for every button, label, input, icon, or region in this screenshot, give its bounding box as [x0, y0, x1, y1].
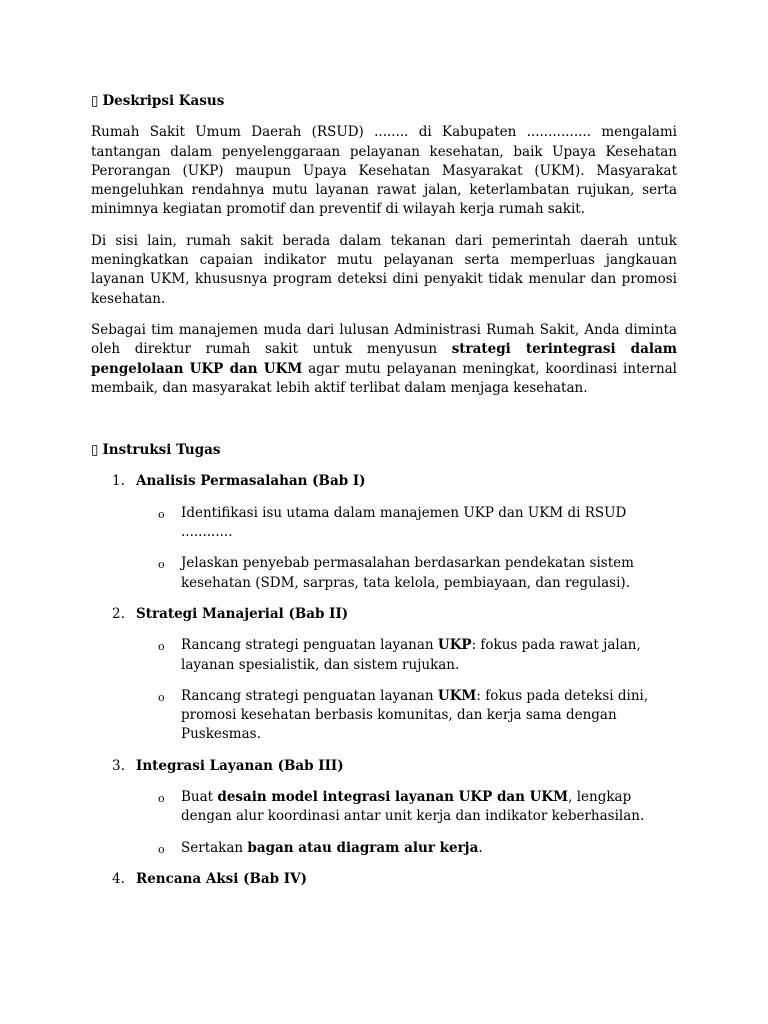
paragraph-3-text-b: agar mutu pelayanan meningkat, koordinasi internal membaik, dan masyarakat lebih aktif terlibat dalam menjaga kesehatan. — [91, 360, 678, 396]
subtask-text-a: Rancang strategi penguatan layanan — [181, 637, 438, 654]
subtask-bold: bagan atau diagram alur kerja — [247, 839, 479, 856]
task-number: 1. — [112, 473, 125, 490]
subtask-bold: UKP — [437, 637, 472, 654]
paragraph-3 — [91, 321, 677, 398]
task-list — [91, 472, 677, 889]
circle-bullet-icon: o — [158, 842, 165, 856]
task-title: Strategi Manajerial (Bab II) — [136, 605, 349, 622]
circle-bullet-icon: o — [158, 558, 165, 572]
document-content — [91, 92, 677, 889]
subtask-text-a: Sertakan — [181, 839, 248, 856]
task-item — [91, 472, 677, 592]
paragraph-2: Di sisi lain, rumah sakit berada dalam tekanan dari pemerintah daerah untuk meningkatkan capaian indikator mutu pelayanan serta memperluas jangkauan layanan UKM, khususnya program deteksi dini penyakit tidak menular dan promosi kesehatan. — [91, 232, 677, 307]
subtask-text-b: . — [478, 839, 483, 856]
task-title: Integrasi Layanan (Bab III) — [136, 757, 344, 774]
task-item — [91, 870, 677, 889]
circle-bullet-icon: o — [158, 640, 165, 654]
task-number: 3. — [112, 757, 125, 774]
subtask-text-b: : fokus pada deteksi dini, promosi kesehatan berbasis komunitas, dan kerja sama dengan Puskesmas. — [181, 687, 649, 743]
subtask-text-b: , lengkap dengan alur koordinasi antar unit kerja dan indikator keberhasilan. — [181, 789, 645, 825]
paragraph-3-bold: strategi terintegrasi dalam pengelolaan UKP dan UKM — [91, 341, 678, 377]
section-heading-deskripsi — [91, 92, 677, 111]
subtask-item — [136, 788, 677, 827]
paragraph-3-text-a: Sebagai tim manajemen muda dari lulusan Administrasi Rumah Sakit, Anda diminta oleh direktur rumah sakit untuk menyusun — [91, 321, 677, 358]
subtask-text-b: : fokus pada rawat jalan, layanan spesialistik, dan sistem rujukan. — [181, 637, 641, 673]
subtask-list — [136, 504, 677, 593]
subtask-item — [136, 839, 677, 858]
task-item — [91, 757, 677, 858]
task-item — [91, 605, 677, 745]
subtask-list — [136, 788, 677, 858]
section-heading-text: Deskripsi Kasus — [102, 93, 225, 109]
subtask-bold: desain model integrasi layanan UKP dan UKM — [217, 789, 569, 806]
subtask-text-a: Identifikasi isu utama dalam manajemen UKP dan UKM di RSUD ............ — [181, 504, 627, 541]
section-heading-instruksi — [91, 441, 677, 460]
subtask-text-a: Jelaskan penyebab permasalahan berdasarkan pendekatan sistem kesehatan (SDM, sarpras, tata kelola, pembiayaan, dan regulasi). — [181, 555, 634, 591]
subtask-item — [136, 687, 677, 745]
circle-bullet-icon: o — [158, 690, 165, 704]
subtask-item — [136, 636, 677, 675]
task-number: 4. — [112, 870, 125, 887]
section-heading-text: Instruksi Tugas — [102, 442, 221, 459]
circle-bullet-icon: o — [158, 792, 165, 806]
subtask-list — [136, 636, 677, 744]
subtask-text-a: Rancang strategi penguatan layanan — [181, 687, 438, 704]
subtask-item — [136, 504, 677, 543]
paragraph-1: Rumah Sakit Umum Daerah (RSUD) ........ di Kabupaten ............... mengalami tantangan dalam penyelenggaraan pelayanan kesehatan, baik Upaya Kesehatan Perorangan (UKP) maupun Upaya Kesehatan Masyarakat (UKM). Masyarakat mengeluhkan rendahnya mutu layanan rawat jalan, keterlambatan rujukan, serta minimnya kegiatan promotif dan preventif di wilayah kerja rumah sakit. — [91, 124, 677, 218]
missing-glyph-icon: ▯ — [91, 442, 99, 459]
subtask-bold: UKM — [437, 687, 477, 704]
missing-glyph-icon: ▯ — [91, 93, 99, 109]
circle-bullet-icon: o — [158, 507, 165, 521]
task-title: Analisis Permasalahan (Bab I) — [136, 473, 366, 490]
subtask-text-a: Buat — [181, 789, 218, 806]
task-title: Rencana Aksi (Bab IV) — [136, 870, 307, 887]
task-number: 2. — [112, 605, 125, 622]
subtask-item — [136, 554, 677, 593]
